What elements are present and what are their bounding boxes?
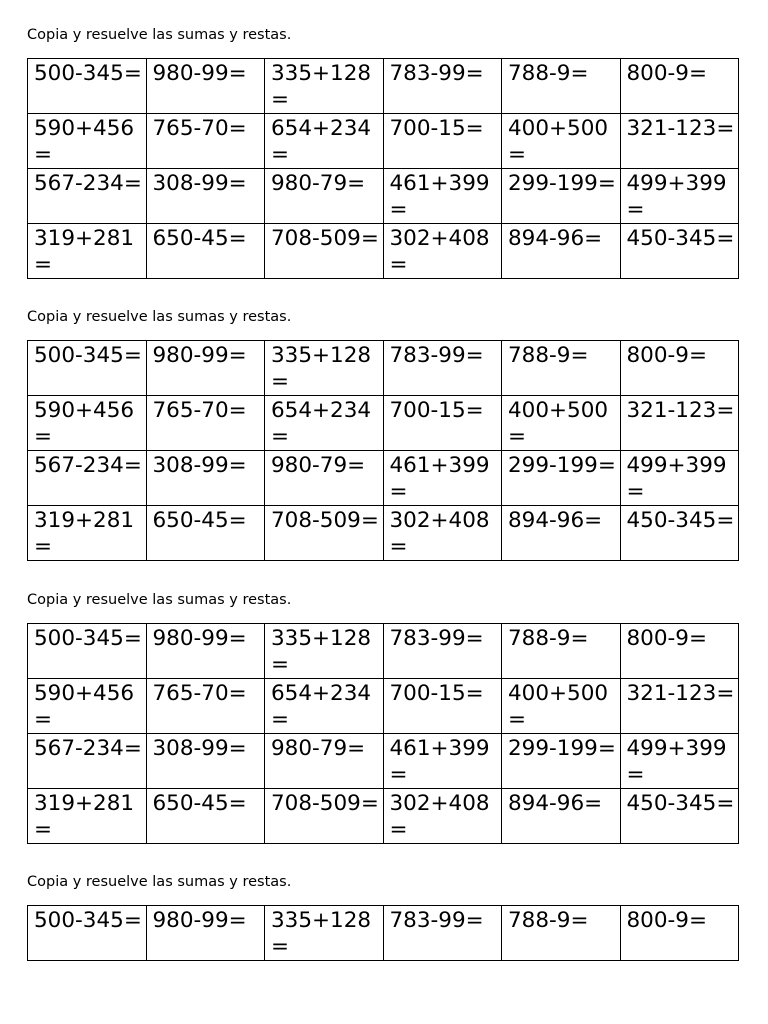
operation-cell <box>146 59 265 114</box>
instruction-text: Copia y resuelve las sumas y restas. <box>27 27 292 43</box>
operation-text: 783-99= <box>389 61 484 86</box>
operation-text: 788-9= <box>508 61 589 86</box>
operation-text: 450-345= <box>626 226 735 251</box>
operation-text: 500-345= <box>34 61 142 86</box>
operation-cell <box>146 679 265 734</box>
operation-text: 302+408= <box>389 226 490 277</box>
operation-cell <box>265 734 384 789</box>
operation-cell <box>265 679 384 734</box>
instruction-text: Copia y resuelve las sumas y restas. <box>27 592 292 608</box>
operation-text: 335+128= <box>271 626 372 677</box>
operation-text: 308-99= <box>152 171 247 196</box>
operation-text: 400+500= <box>508 398 609 449</box>
operation-text: 800-9= <box>626 61 707 86</box>
instruction-text: Copia y resuelve las sumas y restas. <box>27 874 292 890</box>
operation-text: 894-96= <box>508 791 603 816</box>
operation-text: 980-79= <box>271 736 366 761</box>
operation-text: 319+281= <box>34 226 135 277</box>
operation-cell <box>502 789 621 844</box>
operation-text: 590+456= <box>34 116 135 167</box>
operation-text: 650-45= <box>152 508 247 533</box>
operation-text: 461+399= <box>389 453 490 504</box>
operation-cell <box>265 624 384 679</box>
operation-text: 800-9= <box>626 343 707 368</box>
operation-cell <box>28 341 147 396</box>
table-row <box>28 224 739 279</box>
operation-text: 894-96= <box>508 508 603 533</box>
table-row <box>28 341 739 396</box>
operation-text: 590+456= <box>34 681 135 732</box>
operation-text: 783-99= <box>389 626 484 651</box>
exercise-section-1 <box>27 26 739 277</box>
operation-text: 708-509= <box>271 791 379 816</box>
operation-text: 499+399= <box>626 736 727 787</box>
operation-cell <box>28 679 147 734</box>
operation-cell <box>28 734 147 789</box>
operation-text: 800-9= <box>626 626 707 651</box>
operation-cell <box>28 169 147 224</box>
operation-cell <box>620 114 739 169</box>
operation-text: 319+281= <box>34 791 135 842</box>
table-row <box>28 451 739 506</box>
operation-cell <box>383 169 502 224</box>
operation-cell <box>383 451 502 506</box>
table-row <box>28 114 739 169</box>
operation-text: 700-15= <box>389 681 484 706</box>
table-row <box>28 169 739 224</box>
operation-text: 321-123= <box>626 398 735 423</box>
operation-text: 800-9= <box>626 908 707 933</box>
operation-text: 319+281= <box>34 508 135 559</box>
operation-text: 299-199= <box>508 453 616 478</box>
operation-text: 650-45= <box>152 791 247 816</box>
operation-cell <box>265 114 384 169</box>
operation-text: 299-199= <box>508 736 616 761</box>
operation-cell <box>265 451 384 506</box>
operation-cell <box>620 789 739 844</box>
operation-cell <box>28 224 147 279</box>
operation-text: 321-123= <box>626 116 735 141</box>
exercise-section-2 <box>27 308 739 559</box>
operation-cell <box>620 396 739 451</box>
operation-text: 700-15= <box>389 398 484 423</box>
table-row <box>28 906 739 961</box>
operation-cell <box>620 506 739 561</box>
operation-text: 980-99= <box>152 626 247 651</box>
operation-cell <box>28 906 147 961</box>
instruction-text: Copia y resuelve las sumas y restas. <box>27 309 292 325</box>
operation-cell <box>383 789 502 844</box>
operation-text: 980-79= <box>271 171 366 196</box>
operation-cell <box>502 169 621 224</box>
operation-cell <box>146 506 265 561</box>
operation-cell <box>620 451 739 506</box>
operation-text: 980-99= <box>152 343 247 368</box>
exercise-section-3 <box>27 591 739 842</box>
operation-cell <box>265 396 384 451</box>
operation-text: 650-45= <box>152 226 247 251</box>
operations-table <box>27 58 739 279</box>
operation-cell <box>383 506 502 561</box>
operation-text: 783-99= <box>389 343 484 368</box>
operation-text: 308-99= <box>152 736 247 761</box>
operation-cell <box>28 114 147 169</box>
operation-text: 335+128= <box>271 343 372 394</box>
operation-cell <box>502 451 621 506</box>
operation-text: 654+234= <box>271 398 372 449</box>
operation-cell <box>383 679 502 734</box>
operation-text: 461+399= <box>389 171 490 222</box>
operation-cell <box>383 59 502 114</box>
operation-cell <box>383 906 502 961</box>
operation-cell <box>502 906 621 961</box>
operation-text: 980-79= <box>271 453 366 478</box>
operation-text: 500-345= <box>34 343 142 368</box>
table-row <box>28 506 739 561</box>
operation-text: 708-509= <box>271 508 379 533</box>
operation-cell <box>383 624 502 679</box>
operation-cell <box>265 506 384 561</box>
operation-cell <box>146 734 265 789</box>
table-row <box>28 624 739 679</box>
operation-text: 500-345= <box>34 908 142 933</box>
operation-text: 400+500= <box>508 681 609 732</box>
operation-cell <box>620 906 739 961</box>
operation-cell <box>620 224 739 279</box>
operation-cell <box>620 624 739 679</box>
operation-text: 499+399= <box>626 453 727 504</box>
operation-cell <box>620 169 739 224</box>
operation-cell <box>146 789 265 844</box>
operation-cell <box>146 114 265 169</box>
operation-cell <box>146 341 265 396</box>
operation-text: 590+456= <box>34 398 135 449</box>
operation-cell <box>620 341 739 396</box>
operation-text: 654+234= <box>271 116 372 167</box>
operation-text: 567-234= <box>34 453 142 478</box>
operation-cell <box>28 789 147 844</box>
table-row <box>28 59 739 114</box>
operation-text: 765-70= <box>152 398 247 423</box>
table-row <box>28 734 739 789</box>
operations-table <box>27 340 739 561</box>
operation-text: 335+128= <box>271 61 372 112</box>
operation-text: 302+408= <box>389 791 490 842</box>
operation-text: 299-199= <box>508 171 616 196</box>
operation-cell <box>502 341 621 396</box>
operation-cell <box>620 59 739 114</box>
operation-cell <box>28 451 147 506</box>
operation-text: 654+234= <box>271 681 372 732</box>
operation-cell <box>146 224 265 279</box>
operation-cell <box>502 224 621 279</box>
operation-cell <box>28 396 147 451</box>
operation-text: 500-345= <box>34 626 142 651</box>
operation-text: 499+399= <box>626 171 727 222</box>
operation-cell <box>383 734 502 789</box>
operation-text: 980-99= <box>152 61 247 86</box>
operation-text: 980-99= <box>152 908 247 933</box>
operation-cell <box>620 734 739 789</box>
operation-text: 400+500= <box>508 116 609 167</box>
operation-cell <box>620 679 739 734</box>
operation-cell <box>383 114 502 169</box>
operation-text: 708-509= <box>271 226 379 251</box>
operation-cell <box>502 506 621 561</box>
operation-text: 461+399= <box>389 736 490 787</box>
operation-cell <box>146 624 265 679</box>
operation-cell <box>28 59 147 114</box>
operation-cell <box>265 59 384 114</box>
operation-cell <box>28 624 147 679</box>
operation-cell <box>383 341 502 396</box>
operation-cell <box>502 396 621 451</box>
operation-cell <box>265 224 384 279</box>
operation-text: 894-96= <box>508 226 603 251</box>
operation-cell <box>383 396 502 451</box>
operation-cell <box>502 624 621 679</box>
operation-cell <box>502 114 621 169</box>
operation-cell <box>265 906 384 961</box>
operation-text: 765-70= <box>152 116 247 141</box>
operation-cell <box>502 59 621 114</box>
operation-text: 700-15= <box>389 116 484 141</box>
operation-cell <box>146 396 265 451</box>
operation-cell <box>146 451 265 506</box>
operation-text: 450-345= <box>626 791 735 816</box>
operation-text: 308-99= <box>152 453 247 478</box>
operation-text: 783-99= <box>389 908 484 933</box>
operation-cell <box>502 734 621 789</box>
operation-text: 788-9= <box>508 908 589 933</box>
operations-table <box>27 623 739 844</box>
table-row <box>28 789 739 844</box>
operation-cell <box>383 224 502 279</box>
operation-text: 321-123= <box>626 681 735 706</box>
exercise-section-4 <box>27 873 739 959</box>
operation-text: 765-70= <box>152 681 247 706</box>
operation-cell <box>146 906 265 961</box>
operations-table <box>27 905 739 961</box>
operation-cell <box>265 169 384 224</box>
operation-text: 788-9= <box>508 626 589 651</box>
operation-text: 302+408= <box>389 508 490 559</box>
table-row <box>28 396 739 451</box>
operation-text: 567-234= <box>34 171 142 196</box>
operation-text: 450-345= <box>626 508 735 533</box>
operation-cell <box>502 679 621 734</box>
operation-cell <box>146 169 265 224</box>
operation-cell <box>265 789 384 844</box>
operation-text: 788-9= <box>508 343 589 368</box>
operation-text: 335+128= <box>271 908 372 959</box>
operation-cell <box>265 341 384 396</box>
operation-cell <box>28 506 147 561</box>
operation-text: 567-234= <box>34 736 142 761</box>
table-row <box>28 679 739 734</box>
